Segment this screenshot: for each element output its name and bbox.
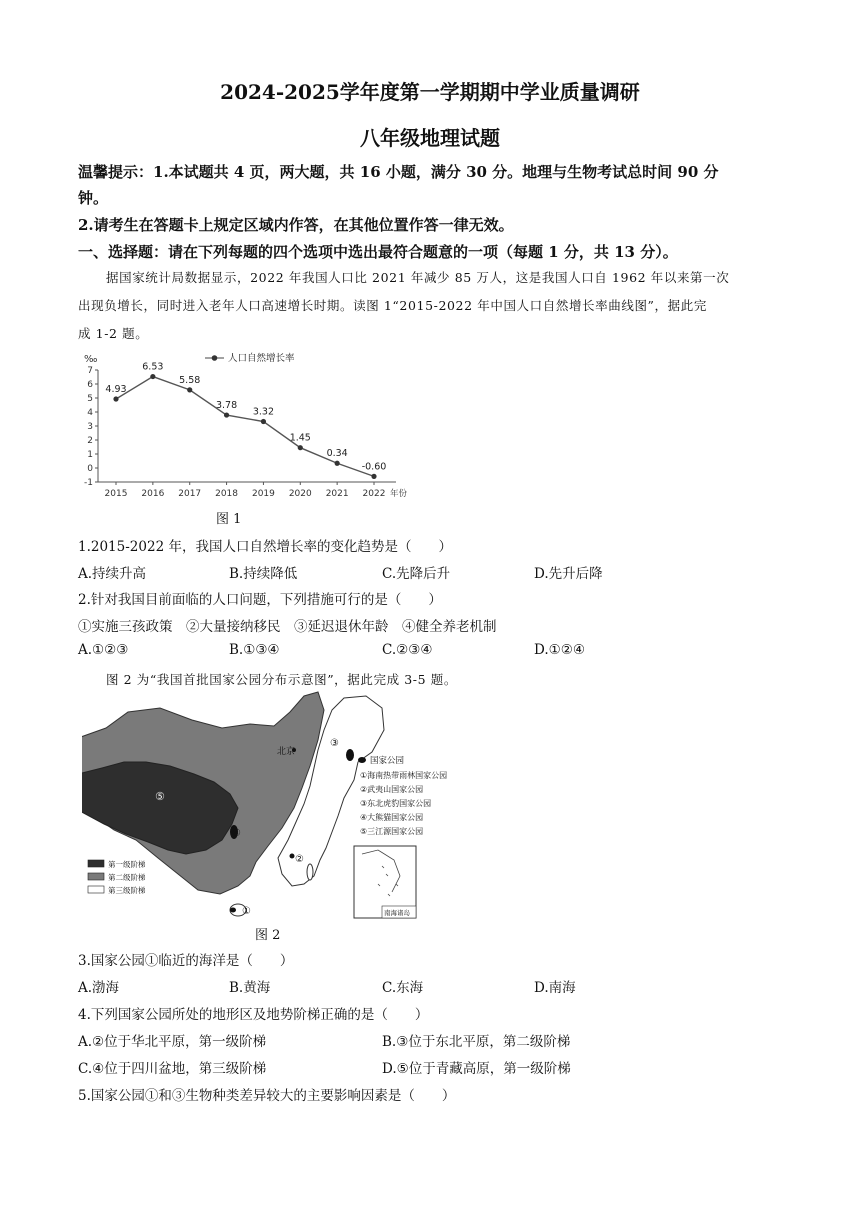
q3-option-d[interactable]: D.南海 bbox=[534, 980, 576, 996]
notice-line-1b: 钟。 bbox=[78, 189, 109, 207]
legend-park-1: ①海南热带雨林国家公园 bbox=[360, 771, 448, 780]
y-tick-label: 5 bbox=[87, 394, 93, 404]
notice-line-2: 2.请考生在答题卡上规定区域内作答，在其他位置作答一律无效。 bbox=[78, 216, 514, 234]
y-tick-label: 6 bbox=[87, 380, 93, 390]
q3-option-a[interactable]: A.渤海 bbox=[78, 980, 120, 996]
legend-marker bbox=[212, 355, 218, 361]
q3-stem: 3.国家公园①临近的海洋是（ ） bbox=[78, 953, 294, 969]
x-tick-label: 2020 bbox=[288, 489, 312, 499]
park-2-marker bbox=[290, 854, 295, 859]
y-tick-label: 7 bbox=[87, 366, 93, 376]
data-point bbox=[298, 445, 303, 450]
park-5-label: ⑤ bbox=[155, 790, 165, 803]
notice-line-1: 温馨提示：1.本试题共 4 页，两大题，共 16 小题，满分 30 分。地理与生物考试总时间 90 分 bbox=[78, 163, 719, 181]
data-point bbox=[113, 396, 118, 401]
x-tick-label: 2016 bbox=[141, 489, 165, 499]
x-tick-label: 2019 bbox=[251, 489, 275, 499]
data-label: 5.58 bbox=[179, 374, 201, 386]
data-label: 0.34 bbox=[326, 448, 348, 460]
q2-option-b[interactable]: B.①③④ bbox=[229, 642, 280, 658]
legend-step-3: 第三级阶梯 bbox=[108, 886, 146, 895]
y-tick-label: 2 bbox=[87, 436, 93, 446]
legend-park-2: ②武夷山国家公园 bbox=[360, 785, 424, 794]
q1-stem: 1.2015-2022 年，我国人口自然增长率的变化趋势是（ ） bbox=[78, 539, 452, 555]
park-3-marker bbox=[346, 749, 354, 761]
park-1-marker bbox=[230, 908, 236, 913]
q1-option-c[interactable]: C.先降后升 bbox=[382, 566, 451, 582]
legend-step-3-swatch bbox=[88, 886, 104, 893]
figure-1-caption: 图 1 bbox=[216, 512, 242, 527]
park-4-label: ④ bbox=[232, 828, 241, 839]
q2-items: ①实施三孩政策 ②大量接纳移民 ③延迟退休年龄 ④健全养老机制 bbox=[78, 619, 497, 635]
x-tick-label: 2022 bbox=[362, 489, 386, 499]
exam-title: 2024-2025学年度第一学期期中学业质量调研 bbox=[220, 80, 640, 104]
legend-park-title: 国家公园 bbox=[370, 756, 405, 766]
data-point bbox=[261, 419, 266, 424]
x-tick-label: 2018 bbox=[215, 489, 239, 499]
data-label: 1.45 bbox=[289, 432, 311, 444]
data-point bbox=[371, 474, 376, 479]
legend-step-2-swatch bbox=[88, 873, 104, 880]
intro-line-1: 据国家统计局数据显示，2022 年我国人口比 2021 年减少 85 万人，这是我国人口自 1962 年以来第一次 bbox=[106, 270, 730, 285]
x-axis-unit: 年份 bbox=[390, 489, 408, 499]
park-2-label: ② bbox=[295, 854, 304, 865]
park-1-label: ① bbox=[242, 906, 251, 917]
x-tick-label: 2015 bbox=[104, 489, 128, 499]
q2-option-c[interactable]: C.②③④ bbox=[382, 642, 433, 658]
beijing-label: 北京 bbox=[277, 747, 296, 757]
q4-option-d[interactable]: D.⑤位于青藏高原，第一级阶梯 bbox=[382, 1061, 571, 1077]
y-tick-label: 1 bbox=[87, 450, 93, 460]
data-point bbox=[335, 461, 340, 466]
q4-stem: 4.下列国家公园所处的地形区及地势阶梯正确的是（ ） bbox=[78, 1007, 429, 1023]
intro-line-3: 成 1-2 题。 bbox=[78, 326, 149, 341]
q2-option-d[interactable]: D.①②④ bbox=[534, 642, 585, 658]
legend-park-4: ④大熊猫国家公园 bbox=[360, 813, 424, 822]
inset-label: 南海诸岛 bbox=[384, 909, 410, 917]
legend-park-3: ③东北虎豹国家公园 bbox=[360, 799, 432, 808]
map-intro: 图 2 为“我国首批国家公园分布示意图”，据此完成 3-5 题。 bbox=[106, 672, 457, 687]
x-tick-label: 2017 bbox=[178, 489, 202, 499]
q2-option-a[interactable]: A.①②③ bbox=[78, 642, 129, 658]
q5-stem: 5.国家公园①和③生物种类差异较大的主要影响因素是（ ） bbox=[78, 1088, 456, 1104]
y-tick-label: -1 bbox=[84, 478, 93, 488]
legend-step-1-swatch bbox=[88, 860, 104, 867]
q4-option-c[interactable]: C.④位于四川盆地，第三级阶梯 bbox=[78, 1061, 267, 1077]
data-label: 6.53 bbox=[142, 361, 164, 373]
taiwan-island bbox=[307, 864, 313, 880]
data-label: 4.93 bbox=[105, 383, 127, 395]
y-tick-label: 0 bbox=[87, 464, 93, 474]
q1-option-a[interactable]: A.持续升高 bbox=[78, 566, 147, 582]
legend-step-1: 第一级阶梯 bbox=[108, 860, 146, 869]
figure-2-caption: 图 2 bbox=[255, 928, 281, 943]
q2-stem: 2.针对我国目前面临的人口问题，下列措施可行的是（ ） bbox=[78, 592, 442, 608]
q1-option-b[interactable]: B.持续降低 bbox=[229, 566, 298, 582]
q1-option-d[interactable]: D.先升后降 bbox=[534, 566, 603, 582]
data-label: 3.32 bbox=[252, 406, 275, 418]
exam-subtitle: 八年级地理试题 bbox=[360, 126, 500, 150]
q3-option-b[interactable]: B.黄海 bbox=[229, 980, 271, 996]
intro-line-2: 出现负增长，同时进入老年人口高速增长时期。读图 1“2015-2022 年中国人口自然增长率曲线图”，据此完 bbox=[78, 298, 707, 313]
data-point bbox=[224, 412, 229, 417]
y-tick-label: 3 bbox=[87, 422, 93, 432]
data-point bbox=[150, 374, 155, 379]
legend-park-symbol bbox=[358, 757, 366, 763]
y-tick-label: 4 bbox=[87, 408, 93, 418]
legend-park-5: ⑤三江源国家公园 bbox=[360, 827, 424, 836]
park-3-label: ③ bbox=[330, 738, 339, 749]
q3-option-c[interactable]: C.东海 bbox=[382, 980, 424, 996]
national-parks-map bbox=[82, 690, 502, 922]
population-growth-chart bbox=[78, 348, 418, 500]
section-heading: 一、选择题：请在下列每题的四个选项中选出最符合题意的一项（每题 1 分，共 13 分）。 bbox=[78, 243, 678, 261]
q4-option-b[interactable]: B.③位于东北平原，第二级阶梯 bbox=[382, 1034, 571, 1050]
y-axis-unit: ‰ bbox=[84, 354, 98, 365]
data-point bbox=[187, 387, 192, 392]
data-label: -0.60 bbox=[361, 461, 387, 473]
x-tick-label: 2021 bbox=[325, 489, 349, 499]
legend-label: 人口自然增长率 bbox=[228, 353, 295, 364]
data-label: 3.78 bbox=[215, 400, 238, 412]
q4-option-a[interactable]: A.②位于华北平原，第一级阶梯 bbox=[78, 1034, 267, 1050]
legend-step-2: 第二级阶梯 bbox=[108, 873, 146, 882]
